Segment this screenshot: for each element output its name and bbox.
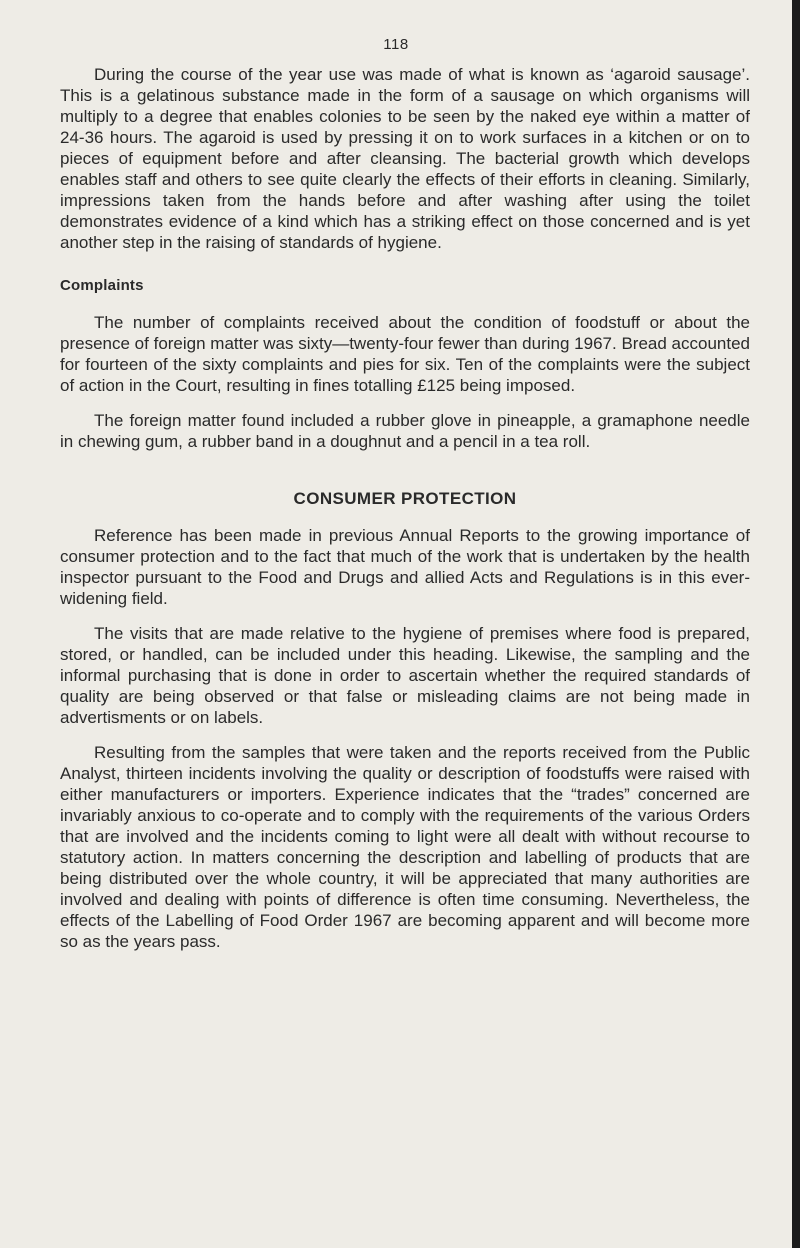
page-number: 118 xyxy=(383,36,409,53)
agaroid-paragraph: During the course of the year use was made of what is known as ‘agaroid sausage’. This is a gelatinous substance made in the form of a sausage on which organisms will multiply to a degree that enables colonies to be seen by the naked eye within a matter of 24-36 hours. The agaroid is used by pressing it on to work surfaces in a kitchen or on to pieces of equipment before and after cleansing. The bacterial growth which develops enables staff and others to see quite clearly the effects of their efforts in cleaning. Similarly, impressions taken from the hands before and after washing after using the toilet demonstrates evidence of a kind which has a striking effect on those concerned and is yet another step in the raising of standards of hygiene. xyxy=(60,65,750,252)
hygiene-visits-paragraph: The visits that are made relative to the hygiene of premises where food is prepared, stored, or handled, can be included under this heading. Likewise, the sampling and the informal purchasing that is done in order to ascertain whether the required standards of quality are being observed or that false or misleading claims are not being made in advertisments or on labels. xyxy=(60,624,750,727)
complaints-heading: Complaints xyxy=(60,277,144,294)
samples-paragraph: Resulting from the samples that were taken and the reports received from the Public Analyst, thirteen incidents involving the quality or description of foodstuffs were raised with either manufacturers or importers. Experience indicates that the “trades” concerned are invariably anxious to co-operate and to comply with the requirements of the various Orders that are involved and the incidents coming to light were all dealt with without recourse to statutory action. In matters concerning the description and labelling of products that are being distributed over the whole country, it will be appreciated that many authorities are involved and dealing with points of difference is often time consuming. Nevertheless, the effects of the Labelling of Food Order 1967 are becoming apparent and will become more so as the years pass. xyxy=(60,743,750,951)
complaints-paragraph: The number of complaints received about the condition of foodstuff or about the presence of foreign matter was sixty—twenty-four fewer than during 1967. Bread accounted for fourteen of the sixty complaints and pies for six. Ten of the complaints were the subject of action in the Court, resulting in fines totalling £125 being imposed. xyxy=(60,313,750,395)
document-body xyxy=(60,64,750,966)
consumer-protection-paragraph: Reference has been made in previous Annual Reports to the growing importance of consumer protection and to the fact that much of the work that is undertaken by the health inspector pursuant to the Food and Drugs and allied Acts and Regulations is in this ever-widening field. xyxy=(60,526,750,608)
foreign-matter-paragraph: The foreign matter found included a rubber glove in pineapple, a gramaphone needle in chewing gum, a rubber band in a doughnut and a pencil in a tea roll. xyxy=(60,411,750,451)
page-edge-shadow xyxy=(792,0,800,1248)
consumer-protection-heading: CONSUMER PROTECTION xyxy=(293,489,517,508)
